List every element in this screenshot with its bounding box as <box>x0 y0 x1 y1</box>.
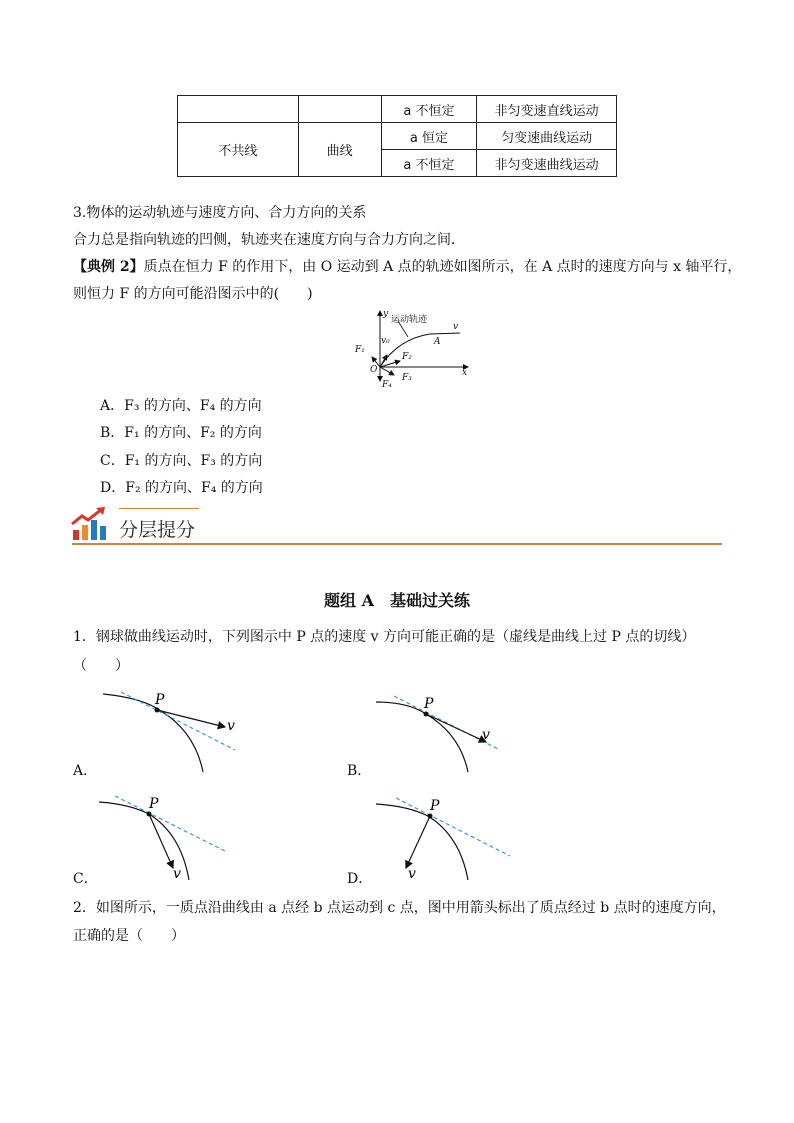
banner-divider <box>72 543 722 545</box>
q1-figure-d <box>370 794 520 884</box>
curve-label: 运动轨迹 <box>391 315 428 325</box>
p-label: P <box>424 696 434 712</box>
section-body: 合力总是指向轨迹的凹侧，轨迹夹在速度方向与合力方向之间． <box>73 232 465 248</box>
q1-figure-a <box>95 688 245 776</box>
option-b: B．F₁ 的方向、F₂ 的方向 <box>100 425 262 441</box>
trajectory-curve <box>380 333 460 367</box>
example-text: 质点在恒力 F 的作用下，由 O 运动到 A 点的轨迹如图所示，在 A 点时的速度方向与 x 轴平行， <box>143 259 742 275</box>
q1-option-c-label: C． <box>73 871 98 887</box>
point-p <box>424 712 429 717</box>
f1-label: F₁ <box>355 345 365 355</box>
f3-arrow <box>380 367 394 375</box>
section-heading: 3.物体的运动轨迹与速度方向、合力方向的关系 <box>73 205 367 221</box>
velocity-label: v <box>453 322 459 332</box>
velocity-arrow <box>157 710 225 727</box>
option-a: A．F₃ 的方向、F₄ 的方向 <box>100 398 262 414</box>
motion-type-table <box>177 95 617 177</box>
q1-paren: （ ） <box>73 658 129 674</box>
table-cell: a 恒定 <box>381 123 477 150</box>
q1-text: 1．钢球做曲线运动时，下列图示中 P 点的速度 v 方向可能正确的是（虚线是曲线上过 P 点的切线） <box>73 629 696 645</box>
chart-growth-icon <box>70 506 112 542</box>
q1-option-a-label: A． <box>73 763 98 779</box>
p-label: P <box>155 692 165 708</box>
point-p <box>428 814 433 819</box>
v-label: v <box>173 866 181 882</box>
v-label: v <box>227 718 235 734</box>
p-label: P <box>430 798 440 814</box>
group-title: 题组 A 基础过关练 <box>324 591 470 610</box>
table-cell: 曲线 <box>298 123 381 177</box>
banner-top-rule <box>119 508 199 509</box>
tangent-line <box>396 798 510 856</box>
table-cell: 非匀变速直线运动 <box>477 96 617 123</box>
v-label: v <box>482 727 490 743</box>
tangent-line <box>115 796 227 852</box>
option-c: C．F₁ 的方向、F₃ 的方向 <box>100 453 263 469</box>
table-row <box>178 123 617 150</box>
q2-line-1: 2．如图所示，一质点沿曲线由 a 点经 b 点运动到 c 点，图中用箭头标出了质点经过 b 点时的速度方向， <box>73 900 726 916</box>
y-axis-label: y <box>383 309 389 319</box>
q1-option-d-label: D． <box>347 871 373 887</box>
q2-line-2: 正确的是（ ） <box>73 928 185 944</box>
example-tag: 【典例 2】 <box>73 259 144 275</box>
q1-figure-b <box>368 688 518 776</box>
x-axis-label: x <box>462 368 468 378</box>
table-cell <box>178 96 299 123</box>
origin-label: O <box>370 365 378 375</box>
example-line-2: 则恒力 F 的方向可能沿图示中的( ) <box>73 286 313 302</box>
point-p <box>147 812 152 817</box>
v0-label: v₀ <box>381 336 390 346</box>
example-line-1 <box>73 257 741 277</box>
p-label: P <box>149 796 159 812</box>
table-cell: 非匀变速曲线运动 <box>477 150 617 177</box>
table-cell: 匀变速曲线运动 <box>477 123 617 150</box>
banner-title: 分层提分 <box>119 519 196 541</box>
point-p <box>155 708 160 713</box>
velocity-arrow <box>149 814 173 868</box>
v-label: v <box>408 866 416 882</box>
table-row <box>178 96 617 123</box>
f4-label: F₄ <box>382 380 392 387</box>
table-cell <box>298 96 381 123</box>
curve <box>376 702 468 772</box>
f3-label: F₃ <box>402 373 412 383</box>
table-cell: a 不恒定 <box>381 150 477 177</box>
point-a-label: A <box>434 337 441 347</box>
table-cell: 不共线 <box>178 123 299 177</box>
option-d: D．F₂ 的方向、F₄ 的方向 <box>100 480 263 496</box>
curve <box>103 694 203 772</box>
q1-option-b-label: B． <box>347 763 372 779</box>
velocity-arrow <box>426 714 486 742</box>
force-trajectory-figure <box>350 305 475 387</box>
velocity-arrow <box>406 816 430 868</box>
f2-label: F₂ <box>402 352 412 362</box>
curve <box>376 804 468 880</box>
table-cell: a 不恒定 <box>381 96 477 123</box>
q1-figure-c <box>95 794 245 884</box>
